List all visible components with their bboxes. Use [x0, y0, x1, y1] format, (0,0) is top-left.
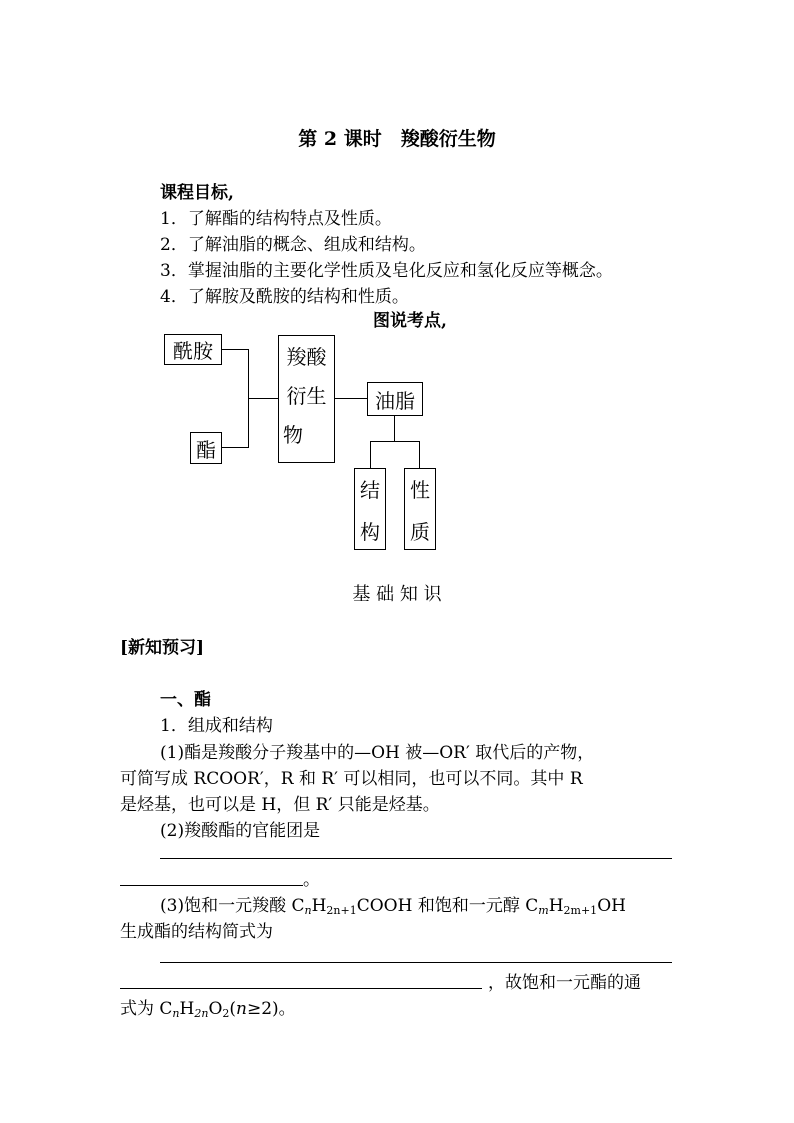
- para3-tail: ，故饱和一元酯的通: [488, 973, 641, 993]
- para1-line1: (1)酯是羧酸分子羧基中的—OH 被—OR′ 取代后的产物，: [160, 743, 595, 763]
- box-fat: 油脂: [367, 382, 423, 416]
- connector-ester: [222, 447, 248, 448]
- para3-line1: (3)饱和一元羧酸 $C_nH_{2n+1}COOH$ 和饱和一元醇 $C_mH_{2m+1}OH$: [160, 896, 626, 917]
- connector-to-structure: [370, 441, 371, 468]
- subheading-composition: 1．组成和结构: [160, 716, 273, 736]
- property-char-2: 质: [410, 520, 430, 544]
- diagram-heading: 图说考点,: [373, 311, 447, 331]
- connector-to-fat: [335, 398, 367, 399]
- para1-line2: 可简写成 RCOOR′，R 和 R′ 可以相同，也可以不同。其中 R: [120, 769, 583, 789]
- goal-item-2: 2．了解油脂的概念、组成和结构。: [160, 235, 426, 255]
- goal-item-4: 4．了解胺及酰胺的结构和性质。: [160, 287, 409, 307]
- structure-char-1: 结: [360, 478, 380, 502]
- connector-amide: [222, 349, 248, 350]
- connector-branch: [370, 441, 420, 442]
- page-title: 第 2 课时 羧酸衍生物: [298, 128, 496, 150]
- answer-blank-2b[interactable]: [120, 988, 482, 989]
- preview-heading: [新知预习]: [120, 638, 205, 658]
- box-ester: 酯: [190, 432, 222, 464]
- center-line-2: 衍生: [286, 384, 327, 408]
- connector-to-center: [248, 398, 279, 399]
- goals-heading: 课程目标,: [160, 183, 234, 203]
- property-char-1: 性: [410, 478, 430, 502]
- para3-line2: 生成酯的结构简式为: [120, 922, 273, 942]
- goal-item-3: 3．掌握油脂的主要化学性质及皂化反应和氢化反应等概念。: [160, 261, 613, 281]
- box-carboxylic-derivatives: [278, 335, 335, 463]
- para1-line3: 是烃基，也可以是 H，但 R′ 只能是烃基。: [120, 795, 440, 815]
- structure-char-2: 构: [360, 520, 380, 544]
- box-property: [404, 468, 436, 550]
- para3-line4: 式为 $C_nH_{2n}O_2(n\ge 2)$。: [120, 999, 296, 1020]
- answer-blank-2a[interactable]: [160, 962, 672, 963]
- center-line-1: 羧酸: [286, 345, 327, 369]
- para2-end: 。: [303, 870, 320, 890]
- connector-fat-down: [394, 416, 395, 441]
- box-structure: [354, 468, 386, 550]
- answer-blank-1b[interactable]: [120, 885, 303, 886]
- connector-to-property: [419, 441, 420, 468]
- goal-item-1: 1．了解酯的结构特点及性质。: [160, 209, 392, 229]
- box-amide: 酰胺: [164, 334, 222, 365]
- center-line-3: 物: [283, 423, 303, 447]
- section-heading: 基 础 知 识: [352, 584, 442, 605]
- para2-line1: (2)羧酸酯的官能团是: [160, 821, 321, 841]
- answer-blank-1a[interactable]: [160, 858, 672, 859]
- part-one-heading: 一、酯: [160, 690, 211, 710]
